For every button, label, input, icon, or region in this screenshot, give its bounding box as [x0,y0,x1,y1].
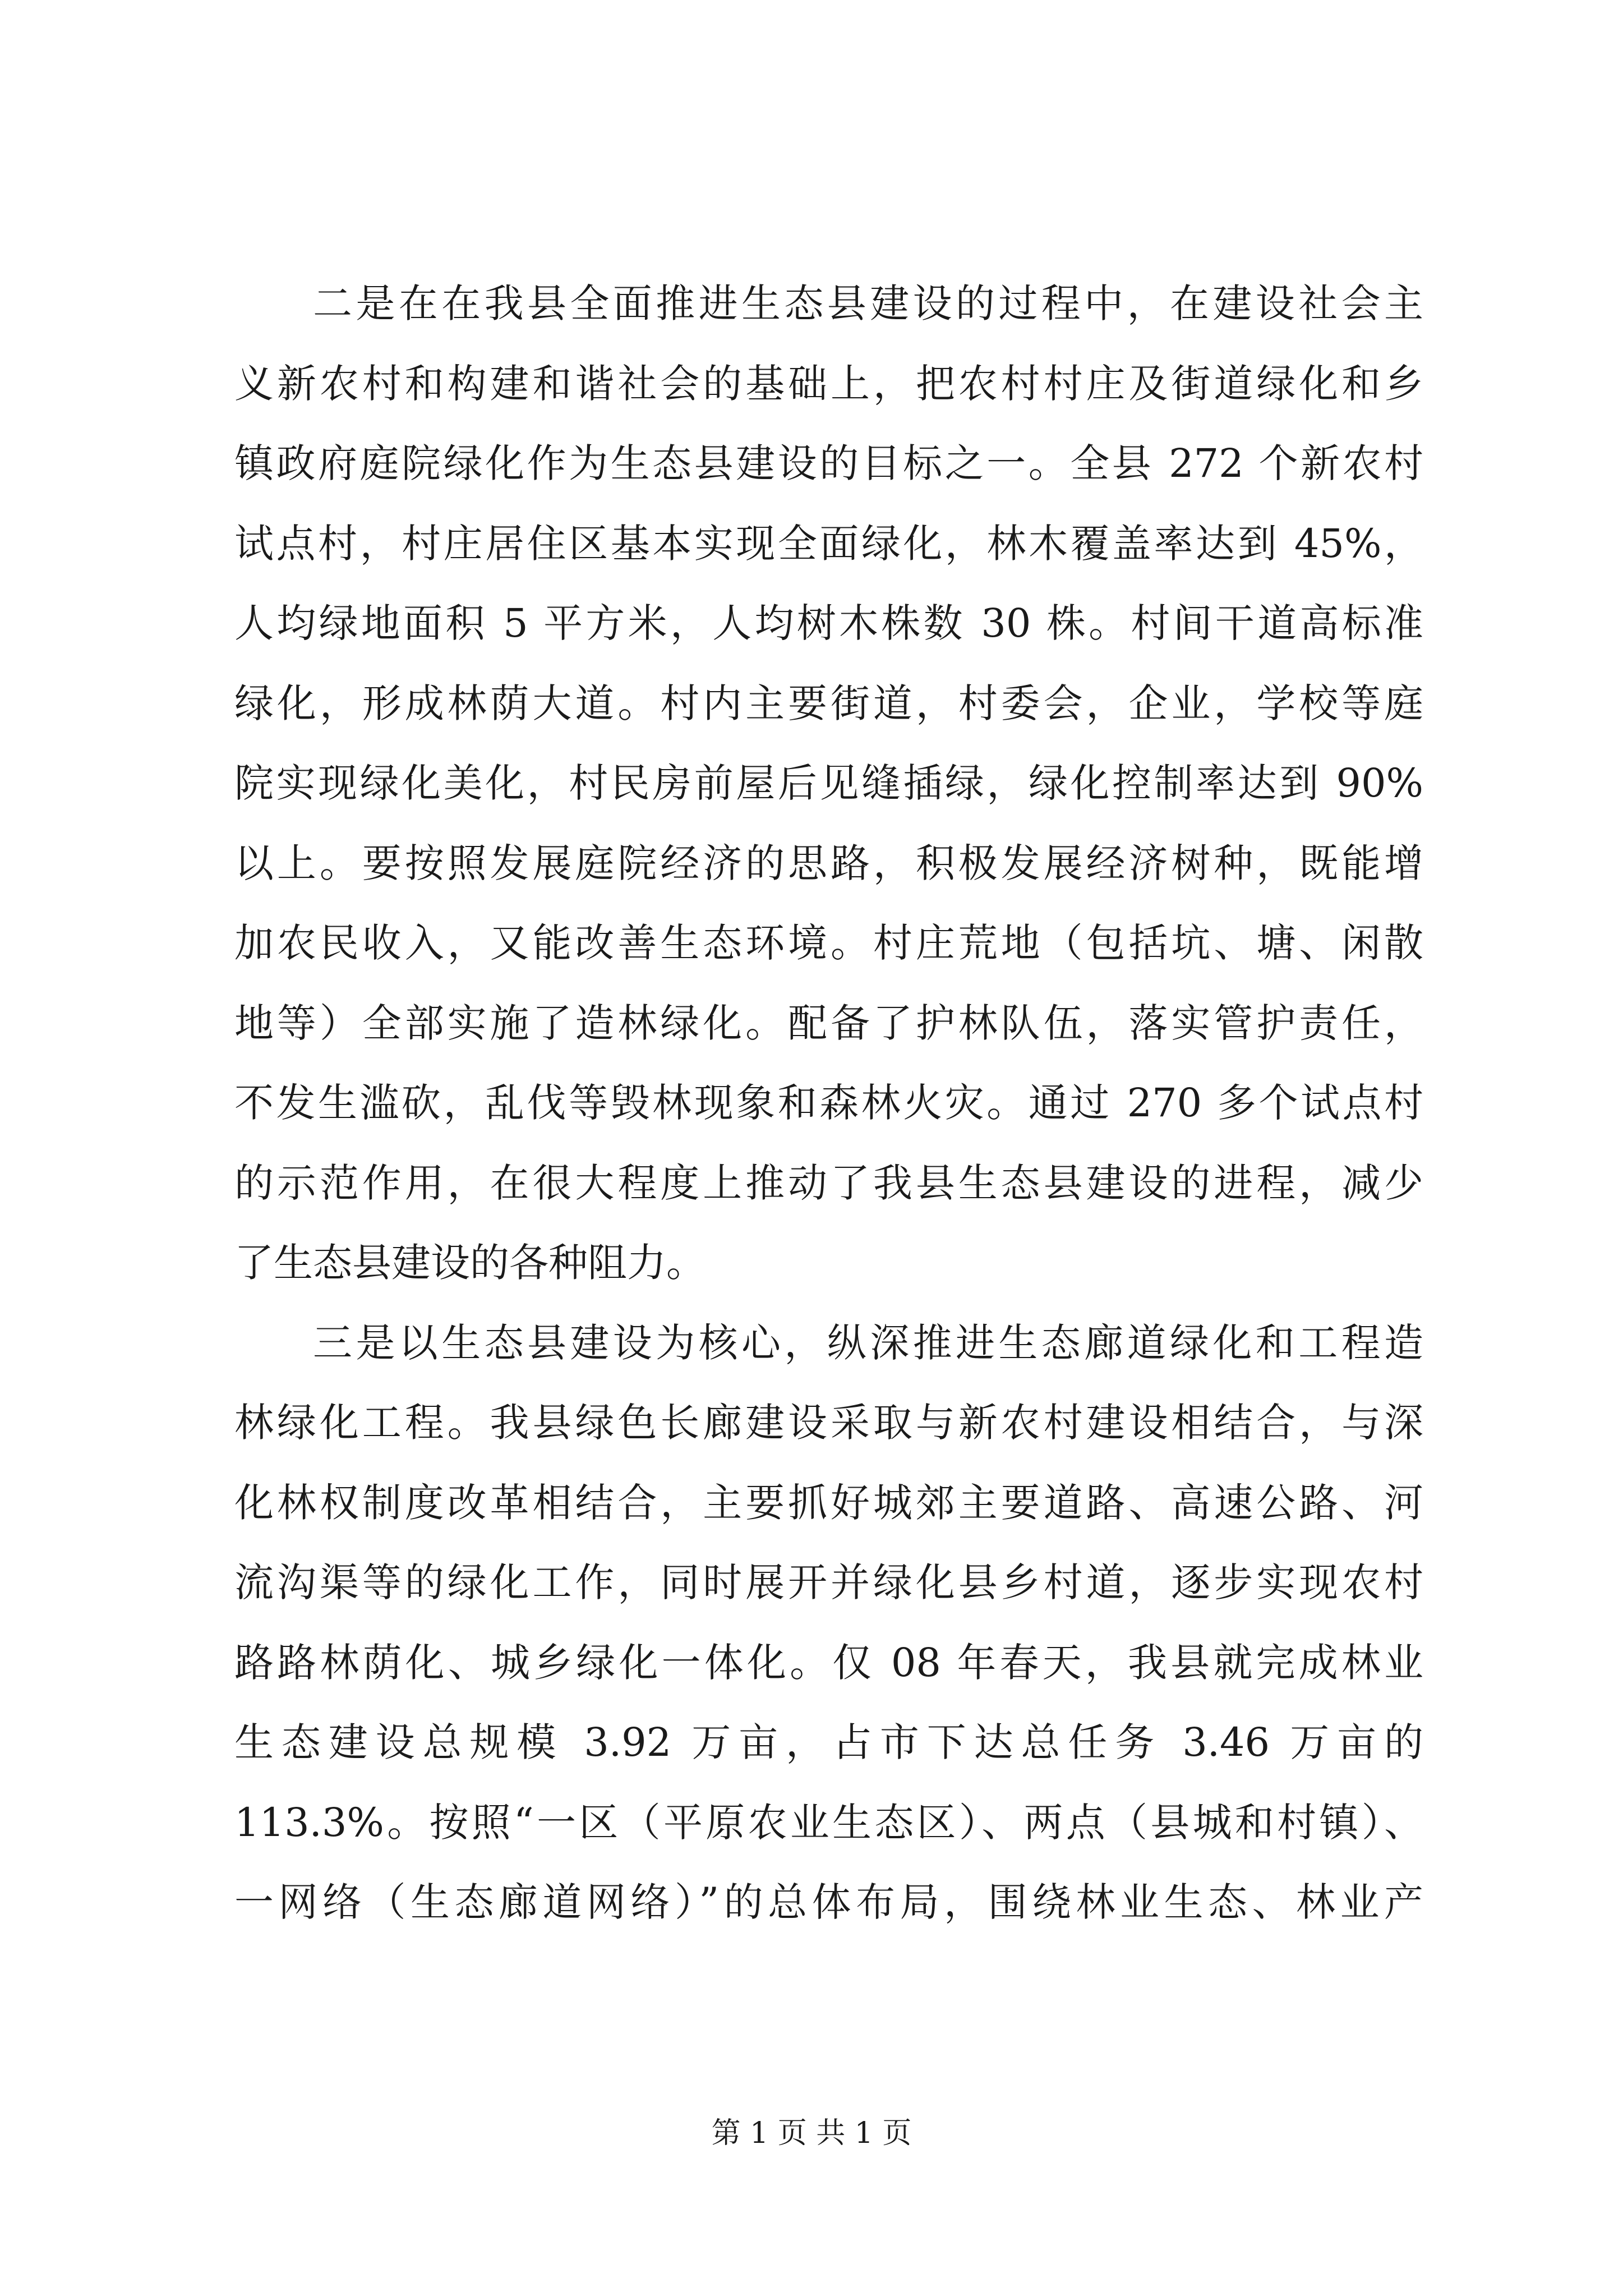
paragraph-2-line-12: 的示范作用，在很大程度上推动了我县生态县建设的进程，减少 [234,1159,1423,1206]
paragraph-2-line-10: 地等）全部实施了造林绿化。配备了护林队伍，落实管护责任， [234,1000,1423,1046]
paragraph-3-line-2: 林绿化工程。我县绿色长廊建设采取与新农村建设相结合，与深 [234,1400,1423,1446]
paragraph-2-line-2: 义新农村和构建和谐社会的基础上，把农村村庄及街道绿化和乡 [234,360,1423,407]
paragraph-3-line-1: 三是以生态县建设为核心，纵深推进生态廊道绿化和工程造 [313,1319,1423,1366]
paragraph-2-line-3: 镇政府庭院绿化作为生态县建设的目标之一。全县 272 个新农村 [234,440,1423,486]
paragraph-3-line-8: 一网络（生态廊道网络）”的总体布局，围绕林业生态、林业产 [234,1879,1423,1925]
paragraph-3-line-7: 113.3%。按照“一区（平原农业生态区）、两点（县城和村镇）、 [234,1799,1423,1846]
paragraph-3-line-5: 路路林荫化、城乡绿化一体化。仅 08 年春天，我县就完成林业 [234,1639,1423,1686]
paragraph-3-line-6: 生态建设总规模 3.92 万亩，占市下达总任务 3.46 万亩的 [234,1719,1423,1765]
paragraph-2-line-4: 试点村，村庄居住区基本实现全面绿化，林木覆盖率达到 45%， [234,520,1423,567]
paragraph-2-line-11: 不发生滥砍，乱伐等毁林现象和森林火灾。通过 270 多个试点村 [234,1080,1423,1126]
paragraph-2-line-6: 绿化，形成林荫大道。村内主要街道，村委会，企业，学校等庭 [234,680,1423,726]
paragraph-2-line-7: 院实现绿化美化，村民房前屋后见缝插绿，绿化控制率达到 90% [234,760,1423,806]
paragraph-2-line-5: 人均绿地面积 5 平方米，人均树木株数 30 株。村间干道高标准 [234,600,1423,646]
paragraph-2-line-9: 加农民收入，又能改善生态环境。村庄荒地（包括坑、塘、闲散 [234,920,1423,966]
paragraph-2-line-13: 了生态县建设的各种阻力。 [234,1240,706,1286]
paragraph-2-line-1: 二是在在我县全面推进生态县建设的过程中，在建设社会主 [313,280,1423,326]
document-body [234,264,1423,1943]
page-footer [0,2109,1623,2151]
paragraph-3-line-3: 化林权制度改革相结合，主要抓好城郊主要道路、高速公路、河 [234,1479,1423,1526]
paragraph-3-line-4: 流沟渠等的绿化工作，同时展开并绿化县乡村道，逐步实现农村 [234,1559,1423,1605]
page-number-label: 第 1 页 共 1 页 [711,2116,912,2150]
paragraph-2-line-8: 以上。要按照发展庭院经济的思路，积极发展经济树种，既能增 [234,840,1423,886]
